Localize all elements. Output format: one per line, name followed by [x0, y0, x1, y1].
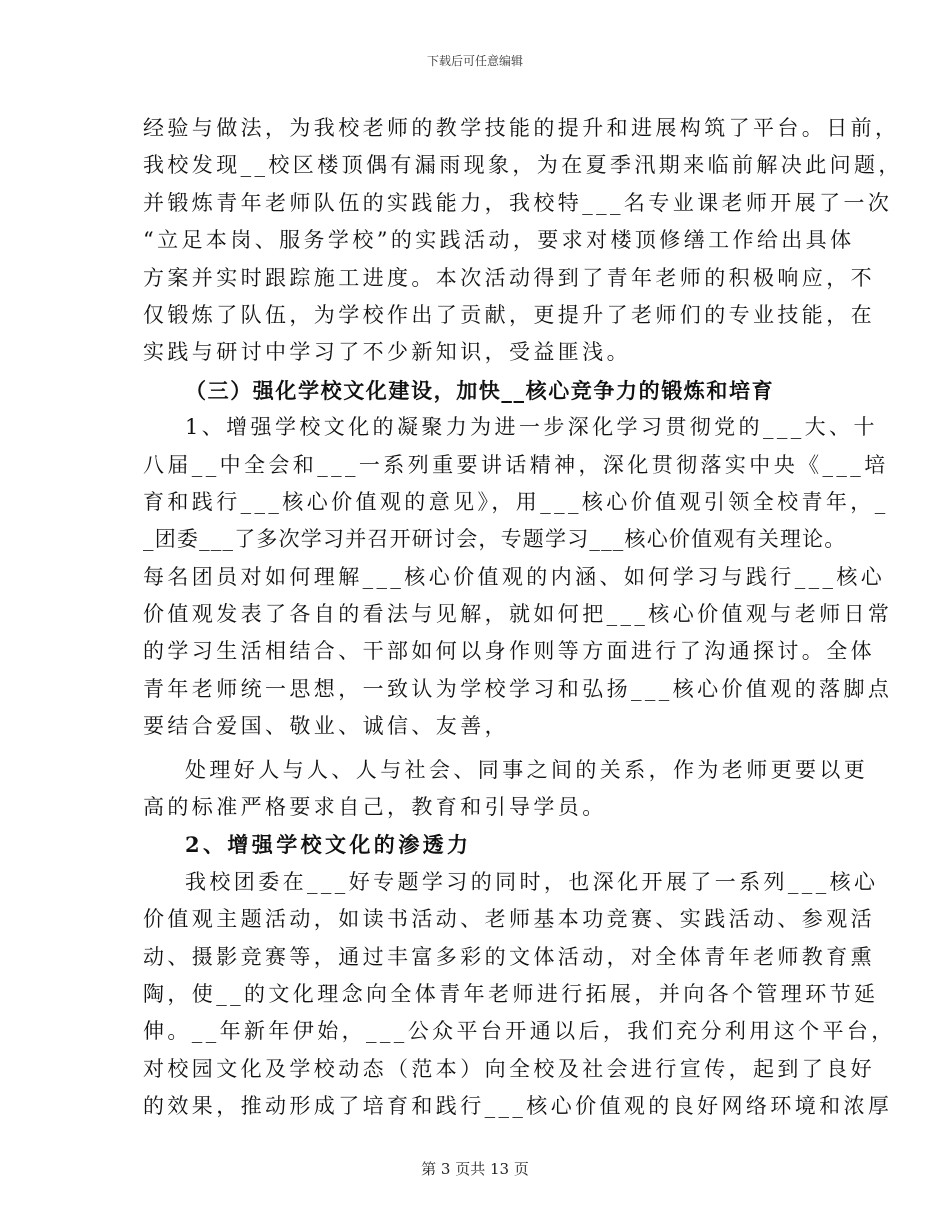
paragraph-line: _团委___了多次学习并召开研讨会，专题学习___核心价值观有关理论。	[143, 527, 847, 552]
paragraph-line: 每名团员对如何理解___核心价值观的内涵、如何学习与践行___核心	[143, 564, 886, 589]
paragraph-line: 高的标准严格要求自己，教育和引导学员。	[143, 795, 607, 820]
page-header: 下载后可任意编辑	[426, 54, 523, 68]
page-footer: 第 3 页共 13 页	[421, 1160, 529, 1178]
paragraph-line: 实践与研讨中学习了不少新知识，受益匪浅。	[143, 340, 631, 365]
paragraph-line: 我校团委在___好专题学习的同时，也深化开展了一系列___核心	[185, 869, 879, 894]
paragraph-line: 青年老师统一思想，一致认为学校学习和弘扬___核心价值观的落脚点	[143, 676, 893, 701]
paragraph-line: 并锻炼青年老师队伍的实践能力，我校特___名专业课老师开展了一次	[143, 190, 893, 215]
document-body	[143, 110, 903, 1126]
subsection-heading: 2、增强学校文化的渗透力	[185, 832, 472, 858]
paragraph-line: 对校园文化及学校动态（范本）向全校及社会进行宣传，起到了良好	[143, 1056, 875, 1081]
paragraph-line: 价值观发表了各自的看法与见解，就如何把___核心价值观与老师日常	[143, 602, 893, 627]
paragraph-line: 的效果，推动形成了培育和践行___核心价值观的良好网络环境和浓厚	[143, 1094, 893, 1119]
paragraph-line: 1、增强学校文化的凝聚力为进一步深化学习贯彻党的___大、十	[185, 415, 878, 440]
paragraph-line: 动、摄影竞赛等，通过丰富多彩的文体活动，对全体青年老师教育熏	[143, 944, 875, 969]
paragraph-line: 处理好人与人、人与社会、同事之间的关系，作为老师更要以更	[185, 757, 869, 782]
paragraph-line: 伸。__年新年伊始，___公众平台开通以后，我们充分利用这个平台，	[143, 1019, 896, 1044]
paragraph-line: 价值观主题活动，如读书活动、老师基本功竞赛、实践活动、参观活	[143, 907, 875, 932]
paragraph-line: 育和践行___核心价值观的意见》，用___核心价值观引领全校青年，_	[143, 489, 889, 514]
paragraph-line: 陶，使__的文化理念向全体青年老师进行拓展，并向各个管理环节延	[143, 981, 879, 1006]
paragraph-line: 八届__中全会和___一系列重要讲话精神，深化贯彻落实中央《___培	[143, 452, 889, 477]
paragraph-line: 经验与做法，为我校老师的教学技能的提升和进展构筑了平台。日前，	[143, 116, 900, 140]
paragraph-line: 的学习生活相结合、干部如何以身作则等方面进行了沟通探讨。全体	[143, 639, 875, 664]
paragraph-line: “立足本岗、服务学校”的实践活动，要求对楼顶修缮工作给出具体	[143, 228, 855, 253]
section-heading: （三）强化学校文化建设，加快__核心竞争力的锻炼和培育	[185, 377, 775, 403]
paragraph-line: 仅锻炼了队伍，为学校作出了贡献，更提升了老师们的专业技能，在	[143, 302, 875, 327]
paragraph-line: 要结合爱国、敬业、诚信、友善，	[143, 714, 509, 739]
paragraph-line: 方案并实时跟踪施工进度。本次活动得到了青年老师的积极响应，不	[143, 265, 875, 290]
paragraph-line: 我校发现__校区楼顶偶有漏雨现象，为在夏季汛期来临前解决此问题，	[143, 153, 903, 178]
